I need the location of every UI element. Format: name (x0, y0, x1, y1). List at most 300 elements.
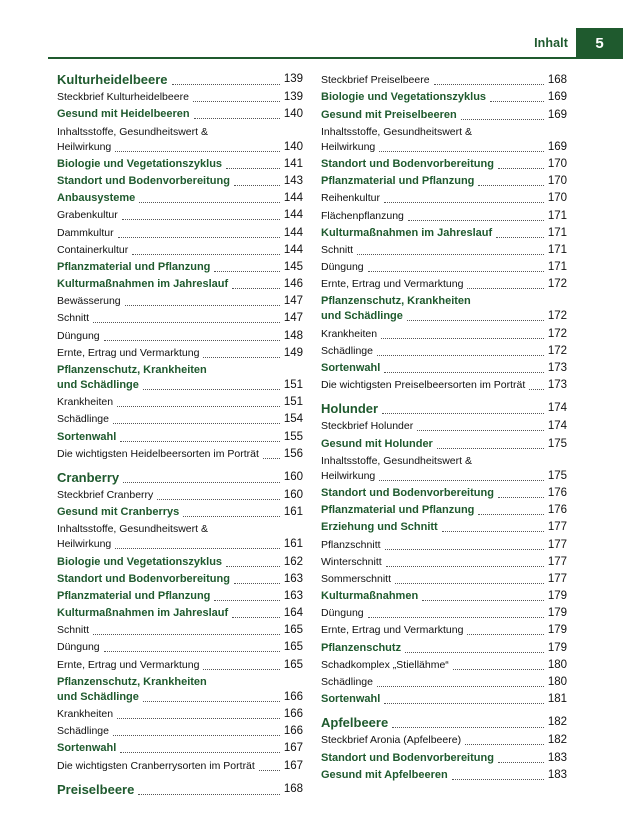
toc-entry-title: Krankheiten (57, 708, 114, 720)
dot-leader (226, 168, 280, 169)
dot-leader (120, 441, 280, 442)
toc-page-number: 139 (283, 91, 303, 104)
toc-sub-entry[interactable] (57, 412, 303, 427)
toc-entry-title: Ernte, Ertrag und Vermarktung (321, 624, 464, 637)
dot-leader (115, 151, 280, 152)
toc-entry-title: Inhaltsstoffe, Gesundheitswert & (321, 454, 472, 467)
toc-sub-entry[interactable] (57, 759, 303, 774)
toc-entry-title: Pflanzschnitt (321, 538, 381, 551)
dot-leader (379, 480, 544, 481)
toc-entry-title: Erziehung und Schnitt (321, 521, 438, 534)
toc-sub-entry[interactable] (321, 454, 567, 484)
toc-sub-entry[interactable] (57, 243, 303, 258)
toc-page-number: 167 (283, 742, 303, 755)
toc-section-entry[interactable] (57, 277, 303, 292)
toc-sub-entry[interactable] (321, 623, 567, 638)
toc-entry-title: Standort und Bodenvorbereitung (321, 157, 494, 170)
dot-leader (381, 338, 544, 339)
toc-page-number: 165 (283, 624, 303, 637)
toc-page-number: 170 (547, 192, 567, 205)
toc-entry-title-continued: Heilwirkung (321, 469, 376, 482)
dot-leader (143, 701, 280, 702)
dot-leader (203, 357, 279, 358)
toc-chapter-entry[interactable] (57, 71, 303, 88)
running-header-label: Inhalt (534, 36, 568, 50)
toc-page-number: 144 (283, 226, 303, 239)
dot-leader (408, 220, 544, 221)
toc-page-number: 173 (547, 379, 567, 392)
dot-leader (172, 84, 280, 85)
toc-section-entry[interactable] (57, 107, 303, 122)
toc-entry-title: Winterschnitt (321, 555, 382, 568)
dot-leader (496, 237, 544, 238)
toc-section-entry[interactable] (321, 361, 567, 376)
toc-page-number: 171 (547, 209, 567, 222)
toc-section-entry[interactable] (57, 363, 303, 393)
toc-entry-title: Pflanzenschutz, Krankheiten (57, 675, 207, 688)
toc-page-number: 182 (547, 716, 567, 729)
toc-entry-title: Schnitt (321, 243, 354, 256)
toc-page-number: 170 (547, 157, 567, 170)
toc-entry-title: Kulturheidelbeere (57, 72, 168, 87)
toc-entry-title: Biologie und Vegetationszyklus (57, 555, 223, 568)
dot-leader (259, 770, 280, 771)
toc-page-number: 180 (547, 676, 567, 688)
toc-section-entry[interactable] (57, 741, 303, 756)
dot-leader (117, 406, 280, 407)
toc-page-number: 164 (283, 607, 303, 620)
dot-leader (407, 320, 544, 321)
toc-sub-entry[interactable] (57, 311, 303, 326)
toc-page-number: 171 (547, 243, 567, 256)
toc-entry-title: Standort und Bodenvorbereitung (321, 486, 494, 499)
toc-entry-title: Gesund mit Preiselbeeren (321, 108, 457, 121)
toc-sub-entry[interactable] (57, 395, 303, 410)
toc-section-entry[interactable] (321, 751, 567, 766)
toc-page-number: 169 (547, 108, 567, 121)
toc-entry-title: Sortenwahl (57, 430, 117, 443)
toc-column-right (321, 71, 567, 783)
toc-sub-entry[interactable] (57, 488, 303, 503)
toc-page-number: 140 (283, 140, 303, 153)
toc-sub-entry[interactable] (321, 555, 567, 570)
toc-entry-title: Holunder (321, 401, 379, 417)
toc-entry-title: Sommerschnitt (321, 572, 392, 585)
toc-entry-title: Pflanzenschutz (321, 641, 402, 654)
toc-entry-title: Apfelbeere (321, 715, 389, 731)
toc-page-number: 141 (283, 157, 303, 170)
toc-entry-title: Steckbrief Kulturheidelbeere (57, 91, 189, 104)
dot-leader (214, 271, 279, 272)
dot-leader (384, 703, 544, 704)
dot-leader (93, 322, 280, 323)
toc-entry-title: Gesund mit Holunder (321, 437, 433, 450)
toc-entry-title: Düngung (57, 641, 100, 654)
toc-entry-title: Sortenwahl (321, 362, 381, 374)
toc-entry-title-continued: Heilwirkung (57, 538, 112, 551)
toc-entry-title-continued: und Schädlinge (57, 379, 139, 391)
dot-leader (490, 101, 544, 102)
dot-leader (498, 168, 544, 169)
toc-entry-title: Ernte, Ertrag und Vermarktung (57, 346, 200, 359)
toc-sub-entry[interactable] (57, 640, 303, 655)
toc-entry-title-continued: und Schädlinge (57, 690, 139, 703)
toc-page-number: 168 (283, 782, 303, 795)
toc-chapter-entry[interactable] (321, 714, 567, 731)
dot-leader (379, 151, 544, 152)
toc-sub-entry[interactable] (57, 208, 303, 223)
toc-page-number: 177 (547, 572, 567, 585)
toc-entry-title: Schädlinge (57, 725, 109, 738)
dot-leader (368, 617, 544, 618)
toc-page-number: 179 (547, 607, 567, 620)
toc-section-entry[interactable] (57, 606, 303, 621)
toc-chapter-entry[interactable] (57, 781, 303, 798)
dot-leader (234, 583, 280, 584)
toc-section-entry[interactable] (321, 520, 567, 535)
toc-sub-entry[interactable] (321, 733, 567, 748)
toc-entry-title: Düngung (321, 261, 364, 274)
toc-page-number: 171 (547, 226, 567, 239)
dot-leader (123, 482, 280, 483)
toc-page-number: 165 (283, 658, 303, 671)
dot-leader (122, 219, 280, 220)
toc-sub-entry[interactable] (321, 538, 567, 553)
dot-leader (478, 514, 543, 515)
toc-section-entry[interactable] (57, 260, 303, 275)
toc-entry-title: Pflanzmaterial und Pflanzung (321, 504, 475, 517)
toc-entry-title: Krankheiten (321, 327, 378, 340)
toc-page-number: 179 (547, 590, 567, 603)
toc-sub-entry[interactable] (321, 606, 567, 621)
toc-sub-entry[interactable] (57, 658, 303, 673)
dot-leader (385, 549, 544, 550)
dot-leader (442, 531, 544, 532)
toc-page-number: 172 (547, 278, 567, 291)
dot-leader (422, 600, 544, 601)
toc-page-number: 167 (283, 759, 303, 772)
dot-leader (117, 718, 280, 719)
toc-page-number: 177 (547, 555, 567, 568)
toc-section-entry[interactable] (321, 437, 567, 452)
toc-entry-title: Ernte, Ertrag und Vermarktung (321, 278, 464, 291)
toc-entry-title: Die wichtigsten Cranberrysorten im Porträt (57, 759, 255, 772)
dot-leader (452, 779, 544, 780)
toc-page-number: 139 (283, 73, 303, 85)
dot-leader (113, 735, 280, 736)
toc-sub-entry[interactable] (321, 277, 567, 292)
toc-page-number: 172 (547, 327, 567, 340)
toc-entry-title: Kulturmaßnahmen im Jahreslauf (321, 226, 493, 239)
dot-leader (104, 340, 280, 341)
toc-page-number: 169 (547, 140, 567, 153)
toc-page-number: 144 (283, 192, 303, 205)
toc-sub-entry[interactable] (321, 675, 567, 690)
toc-page-number: 165 (283, 641, 303, 654)
dot-leader (434, 84, 544, 85)
toc-page-number: 182 (547, 734, 567, 747)
toc-entry-title: Schnitt (57, 624, 90, 637)
dot-leader (405, 652, 544, 653)
toc-page-number: 160 (283, 470, 303, 483)
dot-leader (93, 634, 280, 635)
toc-entry-title: Preiselbeere (57, 781, 135, 797)
toc-section-entry[interactable] (321, 226, 567, 241)
toc-sub-entry[interactable] (57, 707, 303, 722)
dot-leader (467, 634, 543, 635)
dot-leader (467, 288, 543, 289)
dot-leader (232, 288, 280, 289)
toc-page-number: 175 (547, 469, 567, 482)
toc-entry-title: Pflanzenschutz, Krankheiten (57, 364, 207, 376)
toc-page-number: 156 (283, 447, 303, 460)
dot-leader (368, 271, 544, 272)
dot-leader (453, 669, 544, 670)
toc-entry-title: Kulturmaßnahmen im Jahreslauf (57, 607, 229, 620)
toc-entry-title: Steckbrief Holunder (321, 420, 414, 433)
toc-section-entry[interactable] (57, 572, 303, 587)
toc-page-number: 181 (547, 693, 567, 706)
toc-sub-entry[interactable] (321, 209, 567, 224)
dot-leader (392, 727, 544, 728)
dot-leader (357, 254, 544, 255)
toc-chapter-entry[interactable] (57, 469, 303, 486)
toc-entry-title-continued: Heilwirkung (57, 140, 112, 153)
toc-section-entry[interactable] (321, 90, 567, 105)
toc-column-left (57, 71, 303, 798)
dot-leader (138, 794, 279, 795)
toc-page-number: 183 (547, 751, 567, 764)
toc-page-number: 143 (283, 174, 303, 187)
toc-sub-entry[interactable] (57, 724, 303, 739)
toc-section-entry[interactable] (321, 157, 567, 172)
dot-leader (437, 448, 544, 449)
toc-entry-title: Standort und Bodenvorbereitung (57, 572, 230, 585)
dot-leader (226, 566, 280, 567)
toc-section-entry[interactable] (321, 174, 567, 189)
dot-leader (263, 458, 280, 459)
toc-sub-entry[interactable] (321, 125, 567, 155)
toc-page-number: 140 (283, 108, 303, 121)
toc-sub-entry[interactable] (57, 125, 303, 155)
dot-leader (382, 413, 544, 414)
toc-page-number: 173 (547, 362, 567, 374)
toc-section-entry[interactable] (321, 641, 567, 656)
toc-sub-entry[interactable] (57, 329, 303, 344)
dot-leader (214, 600, 279, 601)
toc-entry-title: Standort und Bodenvorbereitung (57, 174, 230, 187)
dot-leader (234, 185, 280, 186)
toc-page-number: 148 (283, 329, 303, 342)
toc-entry-title: Die wichtigsten Heidelbeersorten im Porträt (57, 447, 259, 460)
toc-section-entry[interactable] (57, 555, 303, 570)
toc-page-number: 179 (547, 624, 567, 637)
toc-section-entry[interactable] (57, 505, 303, 520)
toc-page-number: 176 (547, 486, 567, 499)
toc-sub-entry[interactable] (321, 191, 567, 206)
toc-section-entry[interactable] (321, 768, 567, 783)
dot-leader (194, 118, 280, 119)
toc-entry-title: Sortenwahl (57, 742, 117, 755)
toc-entry-title: Steckbrief Cranberry (57, 488, 154, 501)
toc-page-number: 147 (283, 312, 303, 325)
toc-entry-title: Sortenwahl (321, 693, 381, 706)
dot-leader (395, 583, 544, 584)
toc-sub-entry[interactable] (321, 327, 567, 342)
toc-entry-title-continued: Heilwirkung (321, 140, 376, 153)
toc-page-number: 145 (283, 260, 303, 273)
toc-entry-title: Düngung (57, 329, 100, 342)
toc-page-number: 172 (547, 310, 567, 323)
toc-section-entry[interactable] (57, 191, 303, 206)
toc-section-entry[interactable] (57, 157, 303, 172)
header-rule (48, 57, 576, 59)
toc-entry-title: Pflanzmaterial und Pflanzung (57, 260, 211, 273)
toc-page-number: 146 (283, 278, 303, 291)
dot-leader (104, 651, 280, 652)
toc-page-number: 172 (547, 344, 567, 357)
toc-entry-title: Dammkultur (57, 226, 114, 239)
toc-entry-title: Standort und Bodenvorbereitung (321, 751, 494, 764)
toc-entry-title: Grabenkultur (57, 209, 118, 222)
toc-section-entry[interactable] (321, 692, 567, 707)
toc-page-number: 160 (283, 488, 303, 501)
toc-entry-title: Bewässerung (57, 295, 121, 308)
toc-page-number: 147 (283, 295, 303, 308)
toc-entry-title: Steckbrief Preiselbeere (321, 74, 430, 87)
toc-entry-title: Schädlinge (321, 344, 373, 357)
toc-page-number: 174 (547, 420, 567, 433)
toc-sub-entry[interactable] (321, 378, 567, 393)
toc-section-entry[interactable] (321, 589, 567, 604)
toc-page-number: 154 (283, 413, 303, 426)
toc-chapter-entry[interactable] (321, 400, 567, 417)
toc-entry-title: Inhaltsstoffe, Gesundheitswert & (321, 125, 472, 138)
toc-page-number: 163 (283, 572, 303, 585)
toc-section-entry[interactable] (57, 675, 303, 705)
toc-page-number: 155 (283, 430, 303, 443)
toc-entry-title: Containerkultur (57, 243, 129, 256)
dot-leader (386, 566, 544, 567)
toc-page-number: 180 (547, 658, 567, 671)
toc-sub-entry[interactable] (57, 623, 303, 638)
toc-page-number: 177 (547, 521, 567, 534)
toc-page-number: 171 (547, 261, 567, 274)
toc-section-entry[interactable] (57, 174, 303, 189)
toc-page-number: 166 (283, 725, 303, 738)
toc-entry-title: Gesund mit Apfelbeeren (321, 768, 448, 781)
toc-section-entry[interactable] (57, 430, 303, 445)
toc-page-number: 151 (283, 396, 303, 409)
page-number-tab (576, 28, 623, 59)
toc-entry-title: Reihenkultur (321, 192, 380, 205)
dot-leader (203, 669, 279, 670)
toc-sub-entry[interactable] (321, 73, 567, 88)
toc-entry-title: Anbausysteme (57, 192, 136, 205)
toc-page-number: 175 (547, 437, 567, 450)
toc-page-number: 176 (547, 504, 567, 517)
toc-entry-title: Die wichtigsten Preiselbeersorten im Porträt (321, 379, 526, 392)
toc-section-entry[interactable] (321, 503, 567, 518)
toc-section-entry[interactable] (321, 294, 567, 324)
dot-leader (377, 686, 544, 687)
toc-page-number: 151 (283, 379, 303, 391)
toc-entry-title: Gesund mit Cranberrys (57, 506, 180, 519)
toc-sub-entry[interactable] (57, 522, 303, 552)
dot-leader (478, 185, 543, 186)
toc-page-number: 179 (547, 641, 567, 654)
toc-page-number: 144 (283, 243, 303, 256)
toc-entry-title: Schnitt (57, 312, 90, 325)
toc-entry-title: Kulturmaßnahmen (321, 590, 419, 603)
toc-page-number: 161 (283, 506, 303, 519)
toc-page-number: 166 (283, 708, 303, 720)
toc-page-number: 170 (547, 175, 567, 188)
dot-leader (125, 305, 280, 306)
dot-leader (384, 202, 544, 203)
toc-entry-title: Pflanzenschutz, Krankheiten (321, 295, 471, 308)
toc-entry-title: Biologie und Vegetationszyklus (57, 157, 223, 170)
toc-section-entry[interactable] (321, 108, 567, 123)
dot-leader (120, 752, 280, 753)
dot-leader (465, 744, 544, 745)
dot-leader (193, 101, 280, 102)
dot-leader (529, 389, 544, 390)
toc-entry-title: Gesund mit Heidelbeeren (57, 108, 190, 121)
toc-sub-entry[interactable] (321, 658, 567, 673)
toc-sub-entry[interactable] (321, 243, 567, 258)
dot-leader (132, 254, 280, 255)
toc-entry-title: Pflanzmaterial und Pflanzung (321, 175, 475, 188)
dot-leader (113, 423, 280, 424)
toc-page-number: 168 (547, 74, 567, 87)
toc-sub-entry[interactable] (57, 447, 303, 462)
dot-leader (143, 389, 280, 390)
toc-entry-title: Steckbrief Aronia (Apfelbeere) (321, 734, 462, 747)
toc-page-number: 166 (283, 690, 303, 703)
toc-sub-entry[interactable] (57, 226, 303, 241)
toc-entry-title: Schädlinge (321, 676, 373, 688)
toc-entry-title: Kulturmaßnahmen im Jahreslauf (57, 278, 229, 291)
dot-leader (183, 516, 280, 517)
toc-entry-title: Inhaltsstoffe, Gesundheitswert & (57, 523, 208, 536)
toc-page-number: 174 (547, 402, 567, 415)
toc-entry-title: Biologie und Vegetationszyklus (321, 91, 487, 104)
toc-sub-entry[interactable] (321, 572, 567, 587)
toc-sub-entry[interactable] (321, 344, 567, 359)
toc-entry-title-continued: und Schädlinge (321, 310, 403, 323)
toc-section-entry[interactable] (321, 486, 567, 501)
dot-leader (115, 548, 280, 549)
toc-sub-entry[interactable] (57, 346, 303, 361)
toc-section-entry[interactable] (57, 589, 303, 604)
toc-page-number: 169 (547, 91, 567, 104)
toc-sub-entry[interactable] (57, 90, 303, 105)
dot-leader (139, 202, 280, 203)
toc-page-number: 144 (283, 209, 303, 222)
toc-sub-entry[interactable] (57, 294, 303, 309)
toc-page-number: 161 (283, 538, 303, 551)
toc-sub-entry[interactable] (321, 419, 567, 434)
dot-leader (377, 355, 544, 356)
dot-leader (384, 372, 544, 373)
toc-page-number: 162 (283, 555, 303, 568)
dot-leader (118, 237, 280, 238)
dot-leader (157, 499, 280, 500)
toc-entry-title: Ernte, Ertrag und Vermarktung (57, 658, 200, 671)
page-number: 5 (595, 35, 604, 52)
toc-sub-entry[interactable] (321, 260, 567, 275)
